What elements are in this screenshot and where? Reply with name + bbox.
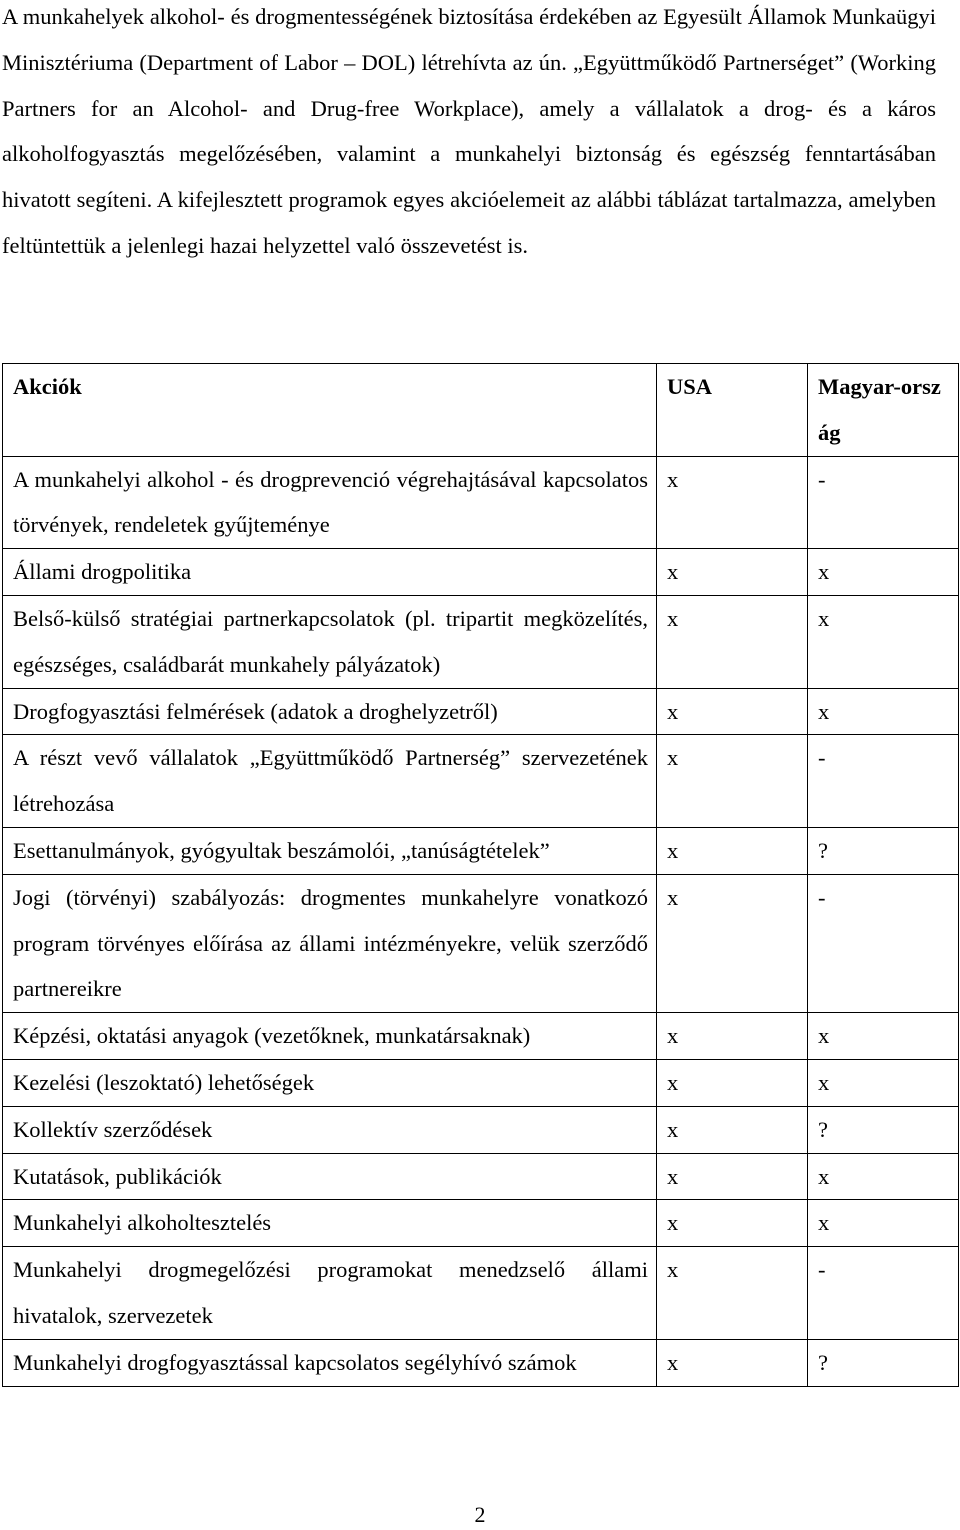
action-cell: Állami drogpolitika <box>3 549 657 596</box>
table-row <box>3 456 959 549</box>
action-cell: Jogi (törvényi) szabályozás: drogmentes munkahelyre vonatkozó program törvényes előírása az állami intézményekre, velük szerződő partnereikre <box>3 874 657 1012</box>
hungary-cell: ? <box>808 1106 959 1153</box>
action-cell: Munkahelyi drogfogyasztással kapcsolatos segélyhívó számok <box>3 1339 657 1386</box>
hungary-cell: - <box>808 1247 959 1340</box>
hungary-cell: x <box>808 549 959 596</box>
page-number: 2 <box>474 1502 486 1527</box>
hungary-cell: ? <box>808 1339 959 1386</box>
usa-cell: x <box>657 1247 808 1340</box>
action-cell: A munkahelyi alkohol - és drogprevenció végrehajtásával kapcsolatos törvények, rendeletek gyűjteménye <box>3 456 657 549</box>
hungary-cell: x <box>808 1013 959 1060</box>
table-row <box>3 1200 959 1247</box>
usa-cell: x <box>657 1059 808 1106</box>
table-header-row <box>3 364 959 457</box>
header-actions: Akciók <box>3 364 657 457</box>
hungary-cell: x <box>808 1200 959 1247</box>
hungary-cell: - <box>808 874 959 1012</box>
hungary-cell: - <box>808 735 959 828</box>
table-row <box>3 1339 959 1386</box>
action-cell: Munkahelyi alkoholtesztelés <box>3 1200 657 1247</box>
action-cell: Kollektív szerződések <box>3 1106 657 1153</box>
comparison-table <box>2 363 959 1387</box>
table-row <box>3 1013 959 1060</box>
action-cell: Drogfogyasztási felmérések (adatok a droghelyzetről) <box>3 688 657 735</box>
usa-cell: x <box>657 688 808 735</box>
usa-cell: x <box>657 1200 808 1247</box>
action-cell: Esettanulmányok, gyógyultak beszámolói, „tanúságtételek” <box>3 827 657 874</box>
hungary-cell: - <box>808 456 959 549</box>
table-row <box>3 1059 959 1106</box>
action-cell: Kezelési (leszoktató) lehetőségek <box>3 1059 657 1106</box>
usa-cell: x <box>657 1339 808 1386</box>
table-row <box>3 1106 959 1153</box>
table-row <box>3 735 959 828</box>
usa-cell: x <box>657 827 808 874</box>
table-row <box>3 688 959 735</box>
usa-cell: x <box>657 549 808 596</box>
usa-cell: x <box>657 1153 808 1200</box>
hungary-cell: x <box>808 688 959 735</box>
intro-paragraph: A munkahelyek alkohol- és drogmentességének biztosítása érdekében az Egyesült Államok Munkaügyi Minisztériuma (Department of Labor – DOL) létrehívta az ún. „Együttműködő Partnerséget” (Working Partners for an Alcohol- and Drug-free Workplace), amely a vállalatok a drog- és a káros alkoholfogyasztás megelőzésében, valamint a munkahelyi biztonság és egészség fenntartásában hivatott segíteni. A kifejlesztett programok egyes akcióelemeit az alábbi táblázat tartalmazza, amelyben feltüntettük a jelenlegi hazai helyzettel való összevetést is. <box>2 4 936 258</box>
action-cell: Munkahelyi drogmegelőzési programokat menedzselő állami hivatalok, szervezetek <box>3 1247 657 1340</box>
usa-cell: x <box>657 1106 808 1153</box>
usa-cell: x <box>657 456 808 549</box>
table-row <box>3 1153 959 1200</box>
hungary-cell: x <box>808 1059 959 1106</box>
table-row <box>3 595 959 688</box>
table-row <box>3 1247 959 1340</box>
usa-cell: x <box>657 735 808 828</box>
usa-cell: x <box>657 595 808 688</box>
hungary-cell: ? <box>808 827 959 874</box>
action-cell: A részt vevő vállalatok „Együttműködő Partnerség” szervezetének létrehozása <box>3 735 657 828</box>
action-cell: Képzési, oktatási anyagok (vezetőknek, munkatársaknak) <box>3 1013 657 1060</box>
table-row <box>3 827 959 874</box>
action-cell: Belső-külső stratégiai partnerkapcsolatok (pl. tripartit megközelítés, egészséges, családbarát munkahely pályázatok) <box>3 595 657 688</box>
header-hungary: Magyar-ország <box>808 364 959 457</box>
header-usa: USA <box>657 364 808 457</box>
action-cell: Kutatások, publikációk <box>3 1153 657 1200</box>
table-row <box>3 874 959 1012</box>
usa-cell: x <box>657 1013 808 1060</box>
usa-cell: x <box>657 874 808 1012</box>
table-row <box>3 549 959 596</box>
hungary-cell: x <box>808 1153 959 1200</box>
hungary-cell: x <box>808 595 959 688</box>
